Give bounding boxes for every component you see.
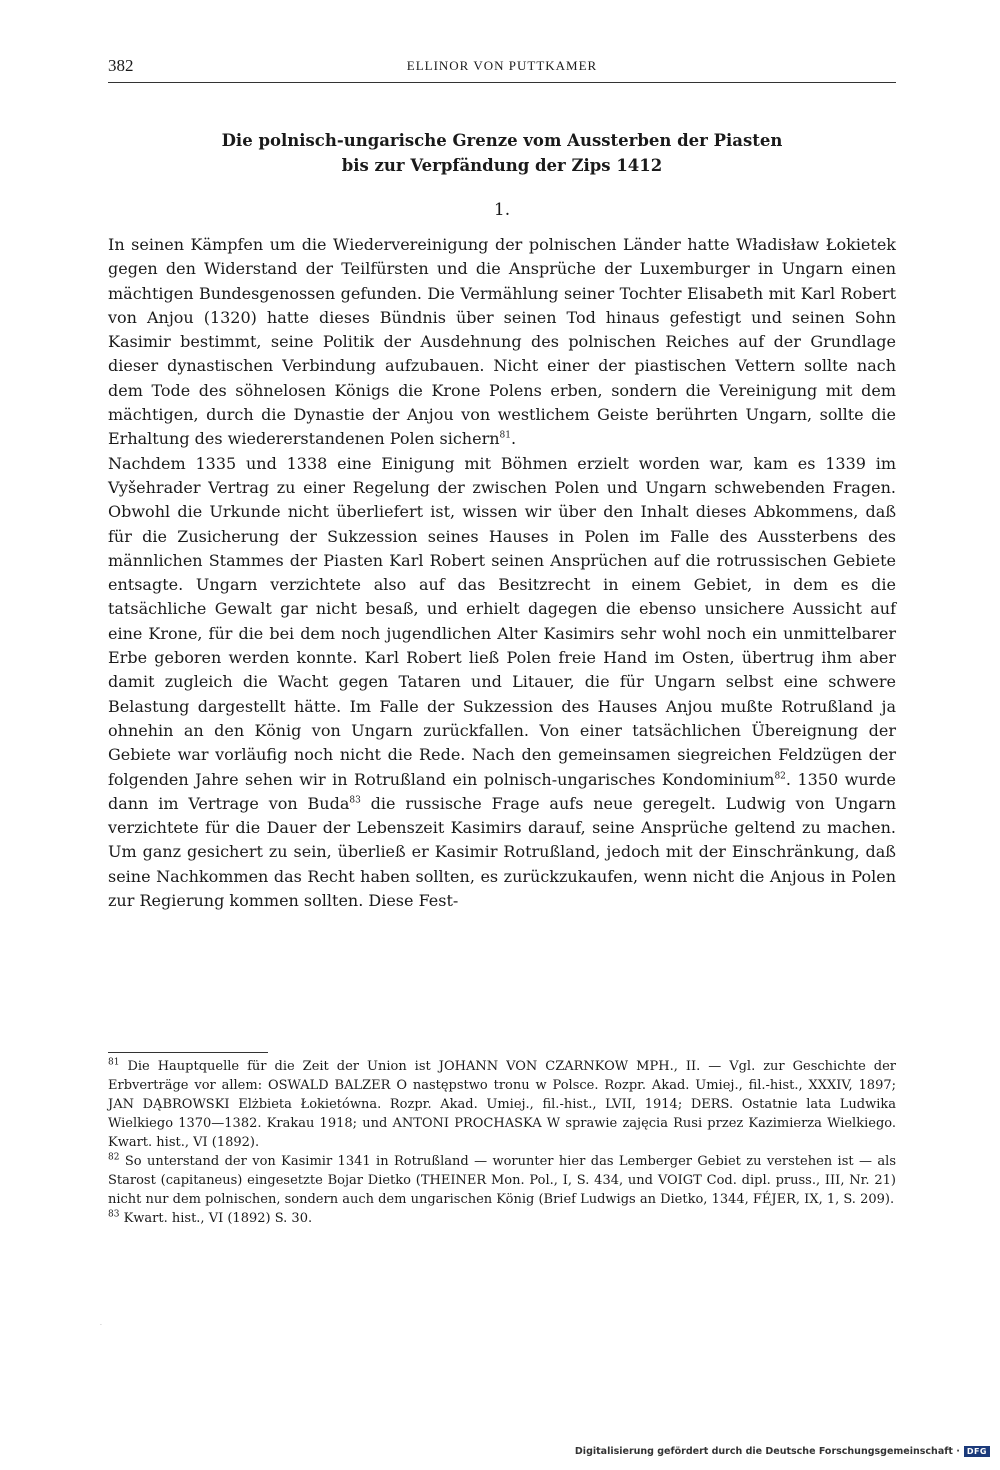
footnote [108,1057,896,1152]
body-text [108,233,896,913]
footnotes [108,1057,896,1228]
footnote-text: So unterstand der von Kasimir 1341 in Rotrußland — worunter hier das Lemberger Gebiet zu verstehen ist — als Starost (capitaneus) eingesetzte Bojar Dietko (THEINER Mon. Pol., I, S. 434, und VOIGT Cod. dipl. pruss., III, Nr. 21) nicht nur dem polnischen, sondern auch dem ungarischen König (Brief Ludwigs an Dietko, 1344, FÉJER, IX, 1, S. 209). [108,1154,896,1207]
chapter-title-line-2: bis zur Verpfändung der Zips 1412 [341,156,663,175]
footnote-text: Kwart. hist., VI (1892) S. 30. [119,1211,313,1226]
footnote [108,1152,896,1209]
section-number: 1. [493,200,511,220]
paragraph-2-text-b: . 1350 wurde dann im Vertrage von Buda [108,769,896,813]
paragraph-1-end: . [510,429,517,449]
paragraph-2 [108,452,896,914]
chapter-title-line-1: Die polnisch-ungarische Grenze vom Aussterben der Piasten [221,131,783,150]
page-number: 382 [108,56,134,75]
footnote-marker: 81 [108,1057,120,1068]
footnote-text: Die Hauptquelle für die Zeit der Union ist JOHANN VON CZARNKOW MPH., II. — Vgl. zur Geschichte der Erbverträge vor allem: OSWALD BALZER O następstwo tronu w Polsce. Rozpr. Akad. Umiej., fil.-hist., XXXIV, 1897; JAN DĄBROWSKI Elżbieta Łokietówna. Rozpr. Akad. Umiej., fil.-hist., LVII, 1914; DERS. Ostatnie lata Ludwika Wielkiego 1370—1382. Krakau 1918; und ANTONI PROCHASKA W sprawie zajęcia Rusi przez Kazimierza Wielkiego. Kwart. hist., VI (1892). [108,1059,896,1150]
margin-mark: · [100,1322,102,1329]
running-head [108,56,896,83]
footnote-ref-81: 81 [499,431,511,442]
paragraph-2-text-c: die russische Frage aufs neue geregelt. Ludwig von Ungarn verzichtete für die Dauer der Lebenszeit Kasimirs darauf, seine Ansprüche geltend zu machen. Um ganz gesichert zu sein, überließ er Kasimir Rotrußland, jedoch mit der Einschränkung, daß seine Nachkommen das Recht haben sollten, es zurückzukaufen, wenn nicht die Anjous in Polen zur Regierung kommen sollten. Diese Fest- [108,793,897,911]
running-title: ELLINOR VON PUTTKAMER [406,58,598,73]
footnote-ref-83: 83 [349,795,361,806]
paragraph-2-text-a: Nachdem 1335 und 1338 eine Einigung mit Böhmen erzielt worden war, kam es 1339 im Vyšehrader Vertrag zu einer Regelung der zwischen Polen und Ungarn schwebenden Fragen. Obwohl die Urkunde nicht überliefert ist, wissen wir über den Inhalt dieses Abkommens, daß für die Zusicherung der Sukzession seines Hauses in Polen im Falle des Aussterbens des männlichen Stammes der Piasten Karl Robert seinen Ansprüchen auf die rotrussischen Gebiete entsagte. Ungarn verzichtete also auf das Besitzrecht in einem Gebiet, in dem es die tatsächliche Gewalt gar nicht besaß, und erhielt dagegen die ebenso unsichere Aussicht auf eine Krone, für die bei dem noch jugendlichen Alter Kasimirs sehr wohl noch ein unmittelbarer Erbe geboren werden konnte. Karl Robert ließ Polen freie Hand im Osten, übertrug ihm aber damit zugleich die Wacht gegen Tataren und Litauer, die für Ungarn selbst eine schwere Belastung dargestellt hätte. Im Falle der Sukzession des Hauses Anjou mußte Rotrußland ja ohnehin an den König von Ungarn zurückfallen. Von einer tatsächlichen Übereignung der Gebiete war vorläufig noch nicht die Rede. Nach den gemeinsamen siegreichen Feldzügen der folgenden Jahre sehen wir in Rotrußland ein polnisch-ungarisches Kondominium [108,453,896,789]
footnote-marker: 83 [108,1209,120,1220]
dfg-logo-icon: DFG [964,1446,990,1457]
credit-text: Digitalisierung gefördert durch die Deutsche Forschungsgemeinschaft · [574,1445,960,1457]
digitization-credit [575,1442,990,1460]
paragraph-1 [108,233,896,452]
paragraph-1-text: In seinen Kämpfen um die Wiedervereinigung der polnischen Länder hatte Władisław Łokietek gegen den Widerstand der Teilfürsten und die Ansprüche der Luxemburger in Ungarn einen mächtigen Bundesgenossen gefunden. Die Vermählung seiner Tochter Elisabeth mit Karl Robert von Anjou (1320) hatte dieses Bündnis über seinen Tod hinaus gefestigt und seinen Sohn Kasimir bestimmt, seine Politik der Ausdehnung des polnischen Reiches auf der Grundlage dieser dynastischen Verbindung aufzubauen. Nicht einer der piastischen Vettern sollte nach dem Tode des söhnelosen Königs die Krone Polens erben, sondern die Vereinigung mit dem mächtigen, durch die Dynastie der Anjou von westlichem Geiste berührten Ungarn, sollte die Erhaltung des wiedererstandenen Polen sichern [108,235,896,449]
footnote-marker: 82 [108,1152,120,1163]
footnote-rule [108,1052,268,1053]
footnote-ref-82: 82 [774,771,786,782]
footnote [108,1209,896,1228]
chapter-title [108,128,896,178]
